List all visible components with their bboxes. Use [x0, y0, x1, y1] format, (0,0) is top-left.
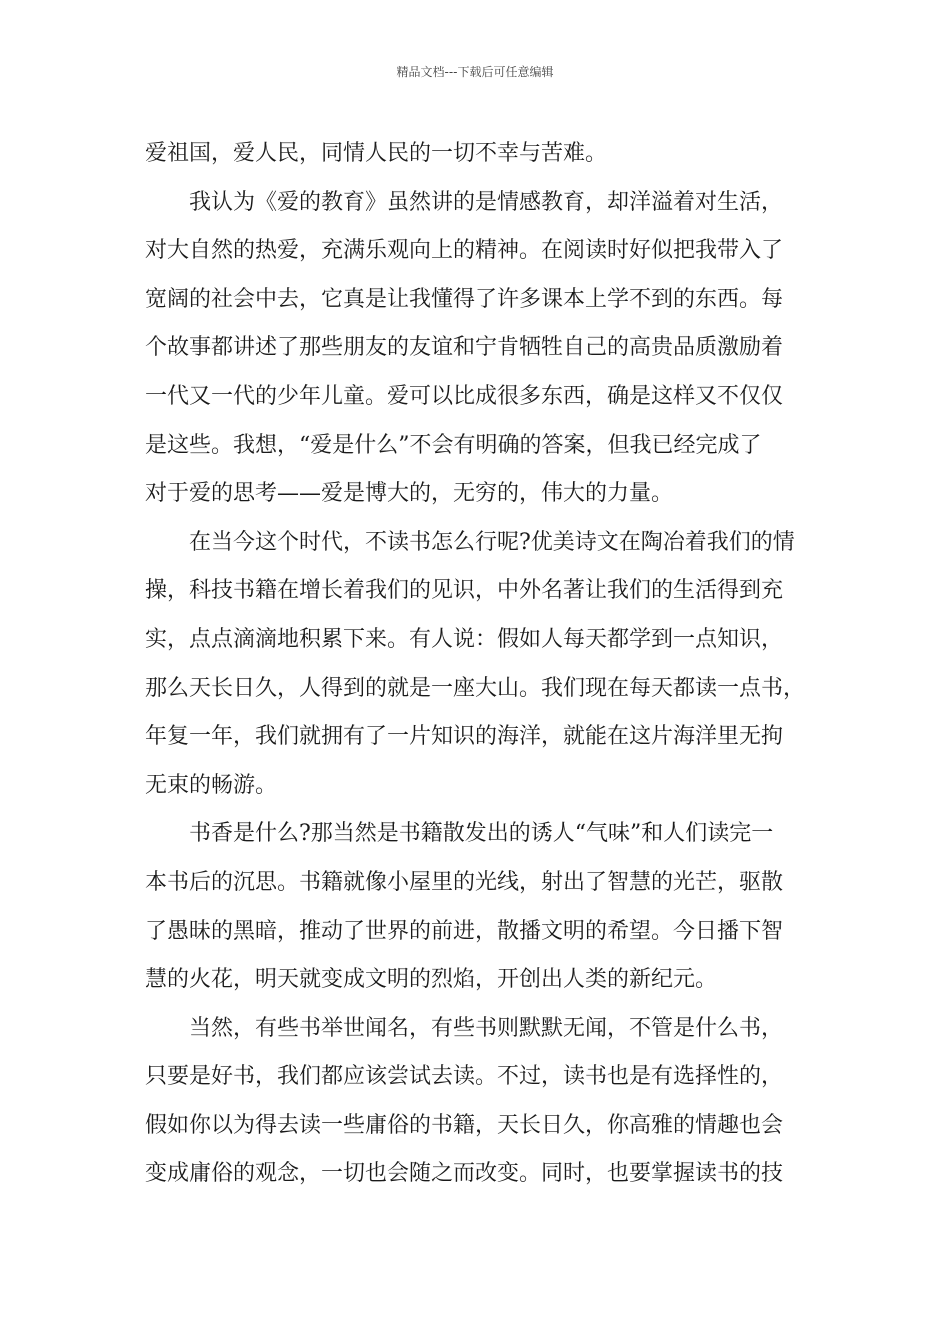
text-line: 无束的畅游。 — [145, 772, 278, 798]
text-line: 宽阔的社会中去，它真是让我懂得了许多课本上学不到的东西。每 — [145, 286, 784, 312]
text-line: 了愚昧的黑暗，推动了世界的前进，散播文明的希望。今日播下智 — [145, 918, 784, 944]
text-line: 当然，有些书举世闻名，有些书则默默无闻，不管是什么书， — [189, 1015, 784, 1041]
text-line: 是这些。我想，“爱是什么”不会有明确的答案，但我已经完成了 — [145, 432, 762, 458]
text-line: 实，点点滴滴地积累下来。有人说：假如人每天都学到一点知识， — [145, 626, 784, 652]
text-line: 年复一年，我们就拥有了一片知识的海洋，就能在这片海洋里无拘 — [145, 724, 784, 750]
page-header: 精品文档---下载后可任意编辑 — [396, 65, 554, 79]
text-line: 我认为《爱的教育》虽然讲的是情感教育，却洋溢着对生活， — [189, 189, 784, 215]
text-line: 爱祖国，爱人民，同情人民的一切不幸与苦难。 — [145, 141, 608, 166]
text-line: 书香是什么?那当然是书籍散发出的诱人“气味”和人们读完一 — [189, 821, 774, 847]
text-line: 本书后的沉思。书籍就像小屋里的光线，射出了智慧的光芒，驱散 — [145, 869, 784, 895]
text-line: 假如你以为得去读一些庸俗的书籍，天长日久，你高雅的情趣也会 — [145, 1112, 784, 1138]
text-line: 只要是好书，我们都应该尝试去读。不过，读书也是有选择性的， — [145, 1064, 784, 1090]
text-line: 个故事都讲述了那些朋友的友谊和宁肯牺牲自己的高贵品质激励着 — [145, 335, 784, 361]
text-line: 操，科技书籍在增长着我们的见识，中外名著让我们的生活得到充 — [145, 578, 784, 604]
text-line: 对大自然的热爱，充满乐观向上的精神。在阅读时好似把我带入了 — [145, 238, 784, 264]
text-line: 那么天长日久，人得到的就是一座大山。我们现在每天都读一点书， — [145, 675, 806, 701]
document-body — [145, 130, 810, 1199]
text-line: 变成庸俗的观念，一切也会随之而改变。同时，也要掌握读书的技 — [145, 1161, 784, 1187]
text-line: 一代又一代的少年儿童。爱可以比成很多东西，确是这样又不仅仅 — [145, 383, 784, 409]
text-line: 在当今这个时代，不读书怎么行呢?优美诗文在陶冶着我们的情 — [189, 529, 795, 555]
text-line: 对于爱的思考——爱是博大的，无穷的，伟大的力量。 — [145, 481, 674, 507]
text-line: 慧的火花，明天就变成文明的烈焰，开创出人类的新纪元。 — [145, 967, 718, 993]
